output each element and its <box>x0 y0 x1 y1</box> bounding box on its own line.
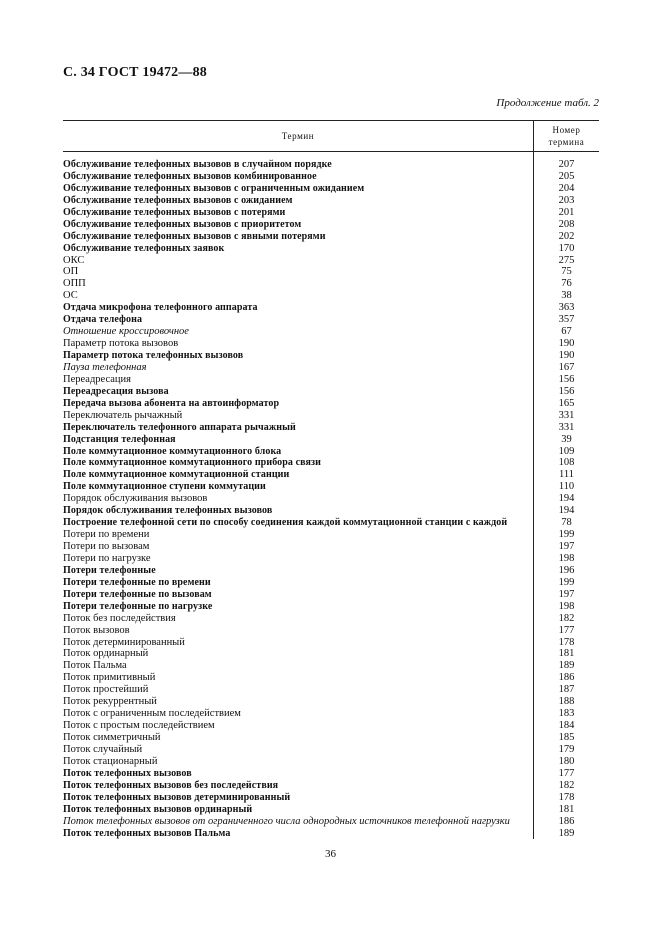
term-text: Переадресация <box>63 373 131 385</box>
term-text: ОС <box>63 290 78 302</box>
term-number: 177 <box>558 624 575 636</box>
table-row <box>63 386 599 398</box>
term-text: Поток примитивный <box>63 672 156 684</box>
table-row <box>63 744 599 756</box>
table-row <box>63 529 599 541</box>
term-text: ОП <box>63 266 79 278</box>
term-number: 196 <box>558 564 575 576</box>
term-text: Потери телефонные <box>63 564 156 576</box>
table-row <box>63 302 599 314</box>
table-row <box>63 219 599 231</box>
table-row <box>63 625 599 637</box>
term-number: 178 <box>558 791 575 803</box>
term-number: 198 <box>558 600 575 612</box>
term-text: Параметр потока телефонных вызовов <box>63 350 244 361</box>
table-body <box>63 159 599 839</box>
table-row <box>63 601 599 613</box>
term-number: 189 <box>558 660 575 672</box>
term-text: Отдача микрофона телефонного аппарата <box>63 302 258 314</box>
table-row <box>63 648 599 660</box>
term-number: 167 <box>558 361 575 373</box>
table-row <box>63 565 599 577</box>
term-number: 185 <box>558 732 575 743</box>
term-text: Поток телефонных вызовов без последействия <box>63 779 279 791</box>
term-number: 363 <box>558 302 575 314</box>
term-number: 197 <box>558 588 575 600</box>
term-number: 156 <box>558 385 575 397</box>
table-row <box>63 171 599 183</box>
table-row <box>63 350 599 362</box>
table-row <box>63 338 599 350</box>
term-text: Поток телефонных вызовов ординарный <box>63 803 253 815</box>
term-text: Поле коммутационное коммутационного блока <box>63 445 282 457</box>
term-number: 165 <box>558 397 575 409</box>
term-number: 198 <box>558 552 575 564</box>
term-text: Обслуживание телефонных заявок <box>63 242 225 254</box>
column-header-term: Термин <box>63 121 534 151</box>
term-text: Поток без последействия <box>63 612 176 624</box>
term-number: 78 <box>561 517 572 529</box>
column-header-number-line1: Номер <box>552 125 581 135</box>
table-header <box>63 120 599 152</box>
term-number: 184 <box>558 720 575 732</box>
table-row <box>63 732 599 744</box>
table-row <box>63 780 599 792</box>
term-text: Поток телефонных вызовов <box>63 767 192 779</box>
table-row <box>63 398 599 410</box>
term-text: Потери по нагрузке <box>63 552 151 564</box>
term-text: Поток стационарный <box>63 755 158 767</box>
term-text: Поток рекуррентный <box>63 696 157 708</box>
term-number: 177 <box>558 767 575 779</box>
term-text: Поле коммутационное коммутационной станции <box>63 469 290 481</box>
term-text: Потери телефонные по нагрузке <box>63 600 213 612</box>
term-number: 170 <box>558 242 575 254</box>
table-row <box>63 422 599 434</box>
table-row <box>63 756 599 768</box>
column-header-number-line2: термина <box>548 137 585 147</box>
term-text: Отдача телефона <box>63 314 143 326</box>
term-number: 197 <box>558 541 575 552</box>
term-number: 202 <box>558 230 575 242</box>
table-row <box>63 768 599 780</box>
term-text: Обслуживание телефонных вызовов с потерями <box>63 206 286 218</box>
term-number: 180 <box>558 755 575 767</box>
table-row <box>63 434 599 446</box>
term-text: Потери по времени <box>63 529 150 541</box>
term-number: 109 <box>558 445 575 457</box>
table-row <box>63 660 599 672</box>
term-text: Поток телефонных вызовов Пальма <box>63 827 231 839</box>
term-number: 199 <box>558 576 575 588</box>
table-row <box>63 720 599 732</box>
term-text: Обслуживание телефонных вызовов с ограниченным ожиданием <box>63 182 365 194</box>
term-text: Построение телефонной сети по способу соединения каждой коммутационной станции с каждой <box>63 517 508 529</box>
table-row <box>63 493 599 505</box>
term-number: 178 <box>558 636 575 648</box>
table-row <box>63 696 599 708</box>
term-number: 203 <box>558 194 575 206</box>
table-row <box>63 290 599 302</box>
term-text: Поток Пальма <box>63 660 127 672</box>
table-row <box>63 708 599 720</box>
table-row <box>63 672 599 684</box>
table-row <box>63 374 599 386</box>
term-number: 179 <box>558 743 575 755</box>
term-text: Передача вызова абонента на автоинформатор <box>63 397 280 409</box>
term-number: 76 <box>561 278 572 290</box>
term-text: Переключатель телефонного аппарата рычажный <box>63 421 296 433</box>
table-row <box>63 828 599 840</box>
table-row <box>63 589 599 601</box>
term-text: ОПП <box>63 278 86 290</box>
table-row <box>63 816 599 828</box>
term-number: 199 <box>558 529 575 541</box>
term-text: Потери телефонные по вызовам <box>63 588 212 600</box>
term-text: Переключатель рычажный <box>63 409 183 421</box>
term-text: Поток с простым последействием <box>63 720 215 732</box>
term-number: 186 <box>558 672 575 684</box>
table-row <box>63 266 599 278</box>
term-number: 205 <box>558 170 575 182</box>
table-row <box>63 541 599 553</box>
term-number: 207 <box>558 159 575 170</box>
term-number: 201 <box>558 206 575 218</box>
term-text: Пауза телефонная <box>63 361 147 373</box>
term-number: 187 <box>558 684 575 696</box>
table-row <box>63 183 599 195</box>
term-number: 110 <box>558 481 575 493</box>
term-number: 108 <box>558 457 575 469</box>
term-text: Обслуживание телефонных вызовов с ожиданием <box>63 194 293 206</box>
table-row <box>63 804 599 816</box>
table-row <box>63 362 599 374</box>
table-row <box>63 278 599 290</box>
term-number: 189 <box>558 827 575 839</box>
term-text: ОКС <box>63 254 85 266</box>
term-number: 38 <box>561 290 572 302</box>
page-number: 36 <box>325 848 336 860</box>
table-row <box>63 314 599 326</box>
term-text: Обслуживание телефонных вызовов с явными потерями <box>63 230 326 242</box>
table-row <box>63 231 599 243</box>
table-row <box>63 159 599 171</box>
table-row <box>63 517 599 529</box>
term-number: 181 <box>558 648 575 660</box>
term-text: Обслуживание телефонных вызовов с приоритетом <box>63 218 302 230</box>
table-row <box>63 577 599 589</box>
term-number: 190 <box>558 338 575 350</box>
table-row <box>63 553 599 565</box>
term-text: Параметр потока вызовов <box>63 338 179 350</box>
term-text: Подстанция телефонная <box>63 433 176 445</box>
table-row <box>63 243 599 255</box>
term-text: Отношение кроссировочное <box>63 326 189 338</box>
term-number: 194 <box>558 505 575 517</box>
term-number: 182 <box>558 612 575 624</box>
term-text: Поток случайный <box>63 743 143 755</box>
term-number: 182 <box>558 779 575 791</box>
term-text: Обслуживание телефонных вызовов комбинированное <box>63 170 317 182</box>
term-number: 190 <box>558 350 575 361</box>
table-row <box>63 207 599 219</box>
term-number: 188 <box>558 696 575 708</box>
term-text: Поле коммутационное ступени коммутации <box>63 481 266 493</box>
term-number: 204 <box>558 182 575 194</box>
term-number: 331 <box>558 409 575 421</box>
table-row <box>63 410 599 422</box>
term-text: Поток простейший <box>63 684 149 696</box>
term-text: Обслуживание телефонных вызовов в случайном порядке <box>63 159 332 170</box>
term-number: 275 <box>558 254 575 266</box>
table-continuation-label: Продолжение табл. 2 <box>496 97 599 109</box>
term-text: Поток с ограниченным последействием <box>63 708 241 720</box>
table-row <box>63 457 599 469</box>
term-text: Поле коммутационное коммутационного прибора связи <box>63 457 322 469</box>
term-text: Поток ординарный <box>63 648 149 660</box>
table-row <box>63 469 599 481</box>
terms-table <box>63 120 599 839</box>
table-row <box>63 446 599 458</box>
term-number: 75 <box>561 266 572 278</box>
term-number: 357 <box>558 314 575 326</box>
term-text: Поток телефонных вызовов от ограниченного числа однородных источников телефонной нагрузки <box>63 815 510 827</box>
term-number: 156 <box>558 373 575 385</box>
term-number: 331 <box>558 421 575 433</box>
term-text: Поток симметричный <box>63 732 161 743</box>
table-row <box>63 505 599 517</box>
term-text: Переадресация вызова <box>63 385 169 397</box>
term-number: 39 <box>561 433 572 445</box>
table-row <box>63 481 599 493</box>
term-number: 181 <box>558 803 575 815</box>
term-number: 186 <box>558 815 575 827</box>
table-row <box>63 792 599 804</box>
term-text: Порядок обслуживания телефонных вызовов <box>63 505 273 517</box>
term-number: 111 <box>559 469 574 481</box>
page-header: С. 34 ГОСТ 19472—88 <box>63 65 207 80</box>
table-row <box>63 684 599 696</box>
term-text: Порядок обслуживания вызовов <box>63 493 208 505</box>
table-row <box>63 255 599 267</box>
term-text: Поток телефонных вызовов детерминированный <box>63 791 291 803</box>
term-number: 67 <box>561 326 572 338</box>
table-row <box>63 195 599 207</box>
term-number: 183 <box>558 708 575 720</box>
table-row <box>63 613 599 625</box>
term-text: Потери по вызовам <box>63 541 150 552</box>
term-text: Поток детерминированный <box>63 636 185 648</box>
term-number: 194 <box>558 493 575 505</box>
term-text: Поток вызовов <box>63 624 130 636</box>
table-row <box>63 326 599 338</box>
column-header-number <box>534 121 599 151</box>
term-text: Потери телефонные по времени <box>63 576 211 588</box>
term-number: 208 <box>558 218 575 230</box>
table-row <box>63 637 599 649</box>
